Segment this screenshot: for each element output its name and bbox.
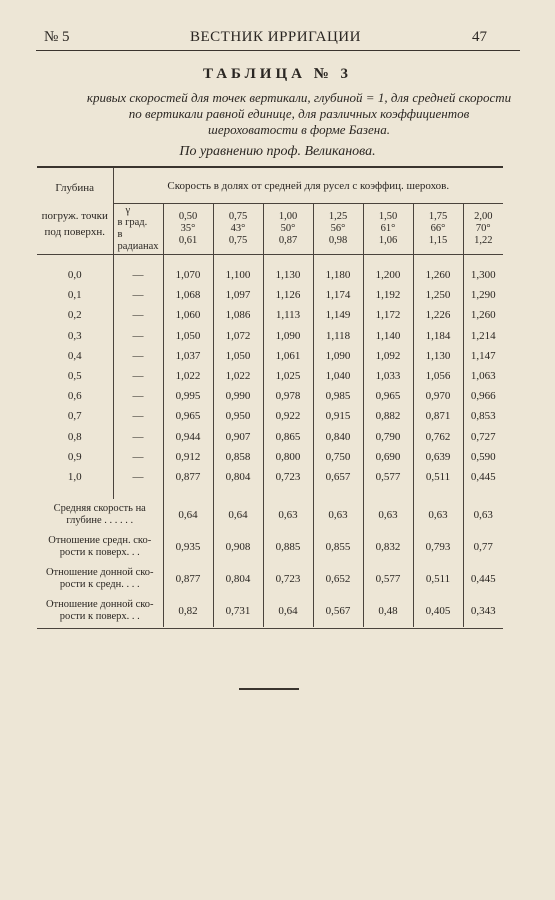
velocity-value: 0,995 bbox=[163, 386, 213, 406]
velocity-value: 1,063 bbox=[463, 366, 503, 386]
velocity-value: 0,966 bbox=[463, 386, 503, 406]
velocity-value: 0,877 bbox=[163, 467, 213, 487]
column-header-rad: 1,22 bbox=[474, 235, 493, 246]
gamma-dash: — bbox=[113, 265, 163, 285]
roughness-column-header bbox=[413, 204, 463, 255]
velocity-value: 1,070 bbox=[163, 265, 213, 285]
table-title: ТАБЛИЦА № 3 bbox=[202, 66, 353, 82]
summary-label bbox=[37, 563, 163, 595]
table-row bbox=[37, 467, 503, 487]
summary-row bbox=[37, 531, 503, 563]
table-row bbox=[37, 305, 503, 325]
gamma-dash: — bbox=[113, 366, 163, 386]
velocity-value: 0,882 bbox=[363, 406, 413, 426]
velocity-value: 1,086 bbox=[213, 305, 263, 325]
velocity-value: 1,184 bbox=[413, 326, 463, 346]
velocity-value: 0,840 bbox=[313, 427, 363, 447]
velocity-value: 1,037 bbox=[163, 346, 213, 366]
depth-value: 0,8 bbox=[67, 430, 82, 443]
column-header-g: 1,75 bbox=[428, 211, 448, 222]
table-row bbox=[37, 326, 503, 346]
velocity-value: 0,590 bbox=[463, 447, 503, 467]
velocity-value: 0,865 bbox=[263, 427, 313, 447]
header-rule bbox=[36, 50, 520, 51]
end-rule bbox=[239, 688, 299, 690]
summary-label-line: Средняя скорость на bbox=[53, 503, 146, 515]
velocity-value: 0,944 bbox=[163, 427, 213, 447]
velocity-value: 1,022 bbox=[163, 366, 213, 386]
summary-value: 0,343 bbox=[463, 595, 503, 627]
summary-value: 0,63 bbox=[313, 499, 363, 531]
summary-value: 0,793 bbox=[413, 531, 463, 563]
velocity-value: 1,140 bbox=[363, 326, 413, 346]
depth-value: 0,1 bbox=[67, 289, 82, 302]
gamma-dash: — bbox=[113, 447, 163, 467]
column-header-deg: 50° bbox=[280, 223, 296, 234]
velocity-value: 0,750 bbox=[313, 447, 363, 467]
summary-label-line: рости к поверх. . . bbox=[59, 611, 140, 623]
velocity-value: 0,907 bbox=[213, 427, 263, 447]
column-header-rad: 0,61 bbox=[178, 235, 198, 246]
gamma-dash: — bbox=[113, 326, 163, 346]
velocity-value: 1,290 bbox=[463, 285, 503, 305]
summary-label-line: Отношение средн. ско- bbox=[48, 535, 152, 547]
roughness-column-header bbox=[463, 204, 503, 255]
velocity-value: 1,100 bbox=[213, 265, 263, 285]
velocity-value: 0,762 bbox=[413, 427, 463, 447]
summary-label-line: рости к поверх. . . bbox=[59, 547, 140, 559]
summary-value: 0,832 bbox=[363, 531, 413, 563]
summary-value: 0,64 bbox=[213, 499, 263, 531]
summary-value: 0,577 bbox=[363, 563, 413, 595]
velocity-value: 1,200 bbox=[363, 265, 413, 285]
velocity-value: 1,174 bbox=[313, 285, 363, 305]
summary-value: 0,445 bbox=[463, 563, 503, 595]
velocity-value: 1,072 bbox=[213, 326, 263, 346]
depth-value: 0,4 bbox=[67, 349, 82, 362]
velocity-value: 1,113 bbox=[263, 305, 313, 325]
velocity-value: 0,690 bbox=[363, 447, 413, 467]
velocity-value: 0,970 bbox=[413, 386, 463, 406]
velocity-value: 0,800 bbox=[263, 447, 313, 467]
journal-title: ВЕСТНИК ИРРИГАЦИИ bbox=[190, 29, 361, 45]
table-row bbox=[37, 366, 503, 386]
table-row bbox=[37, 447, 503, 467]
summary-label-line: глубине . . . . . . bbox=[66, 515, 134, 527]
summary-value: 0,908 bbox=[213, 531, 263, 563]
velocity-value: 0,965 bbox=[363, 386, 413, 406]
gamma-label-line: γ bbox=[125, 205, 131, 216]
column-header-deg: 61° bbox=[380, 223, 396, 234]
summary-value: 0,64 bbox=[163, 499, 213, 531]
summary-value: 0,567 bbox=[313, 595, 363, 627]
speed-header: Скорость в долях от средней для русел с коэффиц. шерохов. bbox=[113, 167, 503, 204]
depth-value: 0,9 bbox=[67, 450, 82, 463]
velocity-value: 1,172 bbox=[363, 305, 413, 325]
velocity-value: 0,723 bbox=[263, 467, 313, 487]
velocity-value: 0,912 bbox=[163, 447, 213, 467]
velocity-value: 0,950 bbox=[213, 406, 263, 426]
velocity-value: 1,061 bbox=[263, 346, 313, 366]
velocity-value: 1,056 bbox=[413, 366, 463, 386]
gamma-label bbox=[113, 204, 163, 255]
column-header-deg: 35° bbox=[180, 223, 196, 234]
summary-value: 0,64 bbox=[263, 595, 313, 627]
velocity-value: 1,068 bbox=[163, 285, 213, 305]
velocity-value: 1,033 bbox=[363, 366, 413, 386]
velocity-value: 0,990 bbox=[213, 386, 263, 406]
summary-label bbox=[37, 531, 163, 563]
column-header-g: 1,25 bbox=[328, 211, 348, 222]
velocity-value: 1,149 bbox=[313, 305, 363, 325]
method-caption: По уравнению проф. Великанова. bbox=[179, 144, 376, 159]
velocity-value: 0,727 bbox=[463, 427, 503, 447]
velocity-value: 0,790 bbox=[363, 427, 413, 447]
depth-value: 0,2 bbox=[67, 309, 82, 322]
velocity-value: 1,040 bbox=[313, 366, 363, 386]
summary-value: 0,652 bbox=[313, 563, 363, 595]
table-row bbox=[37, 386, 503, 406]
velocity-value: 0,639 bbox=[413, 447, 463, 467]
velocity-value: 1,260 bbox=[463, 305, 503, 325]
roughness-column-header bbox=[313, 204, 363, 255]
roughness-column-header bbox=[263, 204, 313, 255]
velocity-value: 1,025 bbox=[263, 366, 313, 386]
depth-header-line: под поверхн. bbox=[44, 226, 105, 238]
column-header-g: 0,75 bbox=[228, 211, 248, 222]
summary-value: 0,405 bbox=[413, 595, 463, 627]
velocity-value: 1,226 bbox=[413, 305, 463, 325]
table-row bbox=[37, 265, 503, 285]
velocity-value: 1,250 bbox=[413, 285, 463, 305]
column-header-deg: 70° bbox=[475, 223, 491, 234]
depth-value: 0,6 bbox=[67, 390, 82, 403]
gamma-dash: — bbox=[113, 406, 163, 426]
velocity-value: 0,915 bbox=[313, 406, 363, 426]
summary-row bbox=[37, 563, 503, 595]
roughness-column-header bbox=[213, 204, 263, 255]
summary-value: 0,63 bbox=[413, 499, 463, 531]
velocity-value: 0,577 bbox=[363, 467, 413, 487]
depth-value: 0,0 bbox=[67, 269, 82, 282]
page-header bbox=[0, 29, 555, 49]
column-header-rad: 0,98 bbox=[328, 235, 348, 246]
gamma-label-line: в радианах bbox=[117, 229, 159, 252]
summary-value: 0,63 bbox=[363, 499, 413, 531]
column-header-g: 1,00 bbox=[278, 211, 298, 222]
issue-number: № 5 bbox=[44, 29, 70, 45]
velocity-value: 0,965 bbox=[163, 406, 213, 426]
depth-header-line: погруж. точки bbox=[41, 210, 108, 222]
gamma-dash: — bbox=[113, 386, 163, 406]
summary-value: 0,804 bbox=[213, 563, 263, 595]
depth-value: 0,7 bbox=[67, 410, 82, 423]
velocity-value: 1,118 bbox=[313, 326, 363, 346]
column-header-deg: 56° bbox=[330, 223, 346, 234]
column-header-rad: 1,06 bbox=[378, 235, 398, 246]
velocity-value: 1,130 bbox=[413, 346, 463, 366]
summary-label bbox=[37, 595, 163, 627]
velocity-value: 1,050 bbox=[163, 326, 213, 346]
summary-value: 0,855 bbox=[313, 531, 363, 563]
velocity-value: 0,922 bbox=[263, 406, 313, 426]
velocity-value: 0,978 bbox=[263, 386, 313, 406]
depth-value: 0,3 bbox=[67, 329, 82, 342]
velocity-value: 1,060 bbox=[163, 305, 213, 325]
summary-value: 0,48 bbox=[363, 595, 413, 627]
column-header-rad: 0,75 bbox=[228, 235, 248, 246]
depth-value: 0,5 bbox=[67, 370, 82, 383]
velocity-value: 0,445 bbox=[463, 467, 503, 487]
velocity-value: 1,022 bbox=[213, 366, 263, 386]
summary-row bbox=[37, 595, 503, 627]
gamma-label-line: в град. bbox=[117, 217, 148, 228]
summary-value: 0,77 bbox=[463, 531, 503, 563]
velocity-value: 0,985 bbox=[313, 386, 363, 406]
summary-label-line: Отношение донной ско- bbox=[45, 599, 154, 611]
velocity-value: 0,853 bbox=[463, 406, 503, 426]
velocity-value: 0,657 bbox=[313, 467, 363, 487]
depth-header-line: Глубина bbox=[55, 182, 95, 194]
roughness-column-header bbox=[163, 204, 213, 255]
velocity-value: 1,090 bbox=[313, 346, 363, 366]
column-header-g: 0,50 bbox=[178, 211, 198, 222]
velocity-value: 1,130 bbox=[263, 265, 313, 285]
depth-value: 1,0 bbox=[67, 470, 82, 483]
summary-value: 0,82 bbox=[163, 595, 213, 627]
summary-value: 0,511 bbox=[413, 563, 463, 595]
velocity-table bbox=[37, 166, 503, 627]
table-row bbox=[37, 427, 503, 447]
velocity-value: 1,214 bbox=[463, 326, 503, 346]
table-bottom-rule bbox=[37, 628, 503, 629]
velocity-value: 1,180 bbox=[313, 265, 363, 285]
header-row-top bbox=[37, 167, 503, 204]
page-number: 47 bbox=[472, 29, 487, 45]
gamma-dash: — bbox=[113, 305, 163, 325]
column-header-deg: 43° bbox=[230, 223, 246, 234]
roughness-column-header bbox=[363, 204, 413, 255]
velocity-value: 0,804 bbox=[213, 467, 263, 487]
depth-header bbox=[37, 167, 113, 255]
table-row bbox=[37, 346, 503, 366]
velocity-value: 1,300 bbox=[463, 265, 503, 285]
velocity-value: 1,050 bbox=[213, 346, 263, 366]
column-header-g: 1,50 bbox=[378, 211, 398, 222]
summary-value: 0,877 bbox=[163, 563, 213, 595]
table-subtitle: кривых скоростей для точек вертикали, глубиной = 1, для средней скорости по вертикали равной единице, для различных коэффициентов шероховатости в форме Базена. bbox=[86, 90, 512, 137]
summary-label bbox=[37, 499, 163, 531]
summary-row bbox=[37, 499, 503, 531]
velocity-value: 1,090 bbox=[263, 326, 313, 346]
velocity-value: 1,092 bbox=[363, 346, 413, 366]
velocity-value: 1,192 bbox=[363, 285, 413, 305]
column-header-g: 2,00 bbox=[474, 211, 493, 222]
summary-value: 0,63 bbox=[263, 499, 313, 531]
summary-value: 0,63 bbox=[463, 499, 503, 531]
table-row bbox=[37, 406, 503, 426]
velocity-value: 1,097 bbox=[213, 285, 263, 305]
summary-value: 0,935 bbox=[163, 531, 213, 563]
gamma-dash: — bbox=[113, 346, 163, 366]
summary-value: 0,723 bbox=[263, 563, 313, 595]
velocity-value: 1,260 bbox=[413, 265, 463, 285]
summary-label-line: Отношение донной ско- bbox=[45, 567, 154, 579]
summary-label-line: рости к средн. . . . bbox=[59, 579, 140, 591]
column-header-rad: 1,15 bbox=[428, 235, 448, 246]
gamma-dash: — bbox=[113, 427, 163, 447]
column-header-rad: 0,87 bbox=[278, 235, 298, 246]
velocity-value: 0,871 bbox=[413, 406, 463, 426]
velocity-value: 0,511 bbox=[413, 467, 463, 487]
velocity-value: 1,147 bbox=[463, 346, 503, 366]
summary-value: 0,731 bbox=[213, 595, 263, 627]
summary-value: 0,885 bbox=[263, 531, 313, 563]
gamma-dash: — bbox=[113, 285, 163, 305]
velocity-value: 1,126 bbox=[263, 285, 313, 305]
column-header-deg: 66° bbox=[430, 223, 446, 234]
velocity-value: 0,858 bbox=[213, 447, 263, 467]
gamma-dash: — bbox=[113, 467, 163, 487]
table-row bbox=[37, 285, 503, 305]
